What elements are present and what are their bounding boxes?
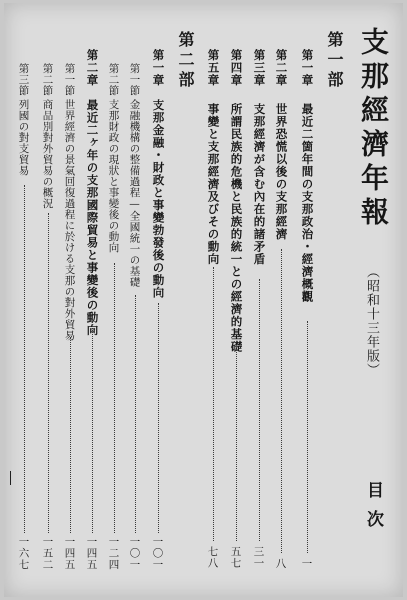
part2-heading: 第二部 — [176, 31, 195, 91]
chapter-number: 第一章 — [151, 49, 166, 87]
page-number: 一四五 — [85, 536, 98, 571]
book-page — [4, 3, 403, 597]
chapter-title: 世界恐慌以後の支那經濟 — [274, 103, 289, 241]
section-number: 第一節 — [128, 63, 141, 96]
chapter-title: 最近二箇年間の支那政治・經濟概觀 — [300, 103, 315, 303]
page-number: 一六七 — [17, 536, 30, 571]
part1-heading: 第一部 — [325, 31, 344, 91]
page-number: 一五二 — [41, 536, 54, 571]
chapter-number: 第三章 — [252, 49, 267, 87]
page-number: 七八 — [206, 546, 219, 569]
section-title: 商品別對外貿易の概況 — [41, 99, 54, 209]
page-number: 一四五 — [63, 536, 76, 571]
chapter-number: 第二章 — [85, 49, 100, 87]
chapter-number: 第二章 — [274, 49, 289, 87]
chapter-number: 第四章 — [229, 49, 244, 87]
chapter-title: 支那金融・財政と事變勃發後の動向 — [151, 99, 166, 299]
chapter-title: 最近二ヶ年の支那國際貿易と事變後の動向 — [85, 99, 100, 337]
section-number: 第一節 — [63, 63, 76, 96]
page-number: 三一 — [252, 546, 265, 569]
chapter-number: 第一章 — [300, 49, 315, 87]
edition-label: （昭和十三年版） — [364, 265, 379, 377]
section-title: 金融機構の整備過程—全國統一の基礎 — [128, 99, 141, 288]
page-number: 一〇一 — [128, 536, 141, 571]
page-number: 八 — [274, 558, 287, 570]
book-title: 支那經濟年報 — [357, 27, 390, 231]
page-number: 一 — [300, 558, 313, 570]
page-number: 一〇一 — [151, 536, 164, 571]
page-number: 一二四 — [107, 536, 120, 571]
section-title: 世界經濟の景氣回復過程に於ける支那の對外貿易 — [63, 99, 76, 341]
page-number: 五七 — [229, 546, 242, 569]
section-number: 第二節 — [41, 63, 54, 96]
chapter-title: 事變と支那經濟及びその動向 — [206, 103, 221, 266]
toc-label: 目次 — [363, 481, 383, 539]
section-number: 第三節 — [17, 63, 30, 96]
chapter-title: 所謂民族的危機と民族的統一との經濟的基礎 — [229, 103, 244, 353]
section-title: 支那財政の現狀と事變後の動向 — [107, 99, 120, 253]
margin-mark — [10, 471, 11, 485]
section-number: 第二節 — [107, 63, 120, 96]
chapter-title: 支那經濟が含む內在的諸矛盾 — [252, 103, 267, 266]
section-title: 列國の對支貿易 — [17, 99, 30, 176]
chapter-number: 第五章 — [206, 49, 221, 87]
